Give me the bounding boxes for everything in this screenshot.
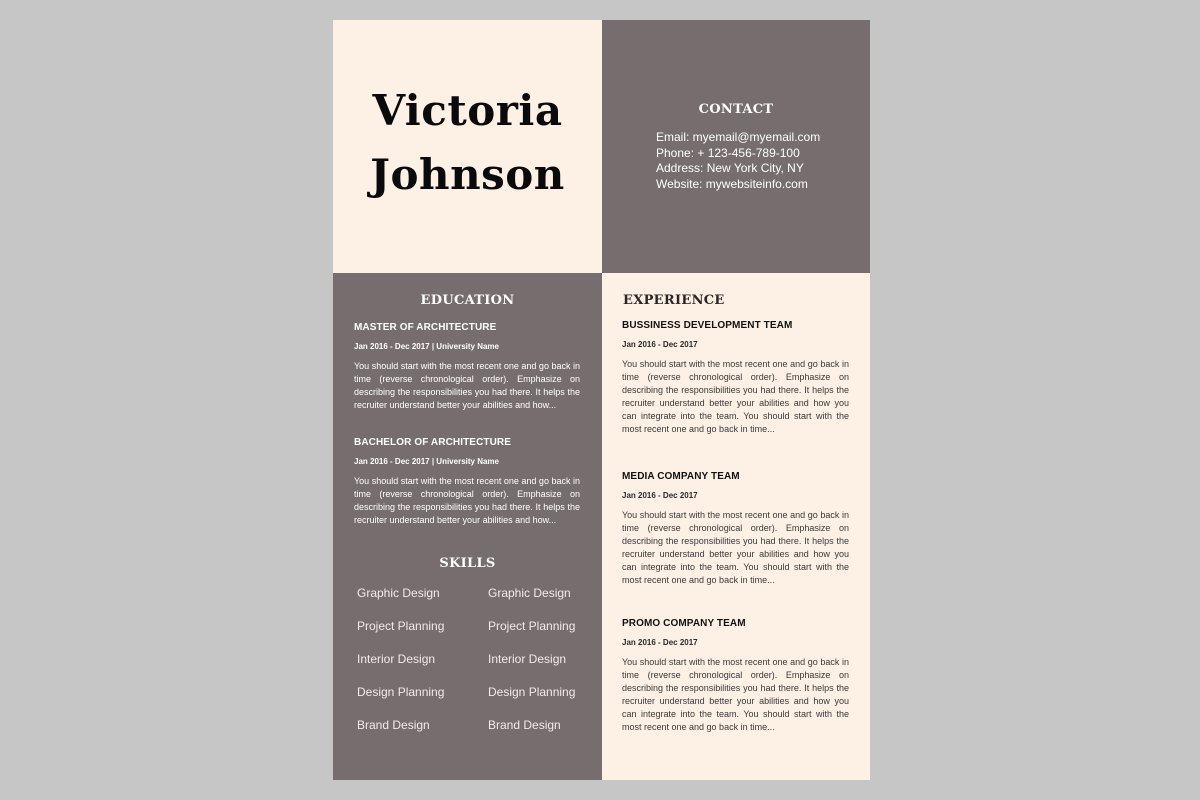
last-name: Johnson bbox=[370, 149, 565, 199]
skill-item: Brand Design bbox=[357, 718, 430, 732]
skills-title: SKILLS bbox=[439, 556, 496, 571]
contact-website: Website: mywebsiteinfo.com bbox=[656, 176, 808, 191]
contact-list bbox=[656, 130, 820, 192]
contact-title: CONTACT bbox=[698, 102, 774, 117]
skill-item: Design Planning bbox=[357, 685, 445, 699]
skill-item: Brand Design bbox=[488, 718, 561, 732]
contact-panel bbox=[602, 20, 870, 273]
education-description: You should start with the most recent one and go back in time (reverse chronological order). Emphasize on describing the responsibilities you had there. It helps the recruiter understand better your abilities and how... bbox=[354, 361, 580, 410]
experience-team: BUSSINESS DEVELOPMENT TEAM bbox=[622, 320, 793, 331]
contact-address: Address: New York City, NY bbox=[656, 161, 804, 175]
experience-team: MEDIA COMPANY TEAM bbox=[622, 471, 740, 482]
experience-description: You should start with the most recent one and go back in time (reverse chronological order). Emphasize on describing the responsibilities you had there. It helps the recruiter understand better your abilities and how you can integrate into the team. You should start with the most recent one and go back in time... bbox=[622, 359, 849, 434]
education-skills-panel bbox=[333, 273, 602, 780]
education-meta: Jan 2016 - Dec 2017 | University Name bbox=[354, 342, 499, 351]
education-degree: MASTER OF ARCHITECTURE bbox=[354, 322, 497, 333]
skill-item: Interior Design bbox=[488, 652, 567, 666]
experience-item bbox=[622, 618, 849, 734]
education-description: You should start with the most recent one and go back in time (reverse chronological order). Emphasize on describing the responsibilities you had there. It helps the recruiter understand better your abilities and how... bbox=[354, 476, 580, 525]
contact-email: Email: myemail@myemail.com bbox=[656, 130, 821, 144]
experience-meta: Jan 2016 - Dec 2017 bbox=[622, 491, 698, 500]
education-degree: BACHELOR OF ARCHITECTURE bbox=[354, 437, 512, 448]
experience-team: PROMO COMPANY TEAM bbox=[622, 618, 746, 629]
experience-description: You should start with the most recent one and go back in time (reverse chronological order). Emphasize on describing the responsibilities you had there. It helps the recruiter understand better your abilities and how you can integrate into the team. You should start with the most recent one and go back in time... bbox=[622, 510, 849, 585]
skill-item: Project Planning bbox=[488, 619, 576, 633]
name-panel bbox=[333, 20, 602, 273]
skill-item: Project Planning bbox=[357, 619, 445, 633]
education-item bbox=[354, 322, 580, 412]
skill-item: Graphic Design bbox=[488, 586, 571, 600]
skills-list bbox=[357, 585, 587, 734]
education-item bbox=[354, 437, 580, 527]
experience-meta: Jan 2016 - Dec 2017 bbox=[622, 340, 698, 349]
experience-meta: Jan 2016 - Dec 2017 bbox=[622, 638, 698, 647]
education-title: EDUCATION bbox=[420, 293, 515, 308]
experience-item bbox=[622, 471, 849, 587]
experience-item bbox=[622, 320, 849, 436]
experience-title: EXPERIENCE bbox=[623, 293, 725, 308]
first-name: Victoria bbox=[372, 85, 563, 135]
skill-item: Graphic Design bbox=[357, 586, 440, 600]
education-meta: Jan 2016 - Dec 2017 | University Name bbox=[354, 457, 499, 466]
experience-description: You should start with the most recent one and go back in time (reverse chronological order). Emphasize on describing the responsibilities you had there. It helps the recruiter understand better your abilities and how you can integrate into the team. You should start with the most recent one and go back in time... bbox=[622, 657, 849, 732]
skill-item: Design Planning bbox=[488, 685, 576, 699]
experience-panel bbox=[602, 273, 870, 780]
resume-page bbox=[333, 20, 870, 780]
skill-item: Interior Design bbox=[357, 652, 436, 666]
contact-phone: Phone: + 123-456-789-100 bbox=[656, 145, 800, 160]
